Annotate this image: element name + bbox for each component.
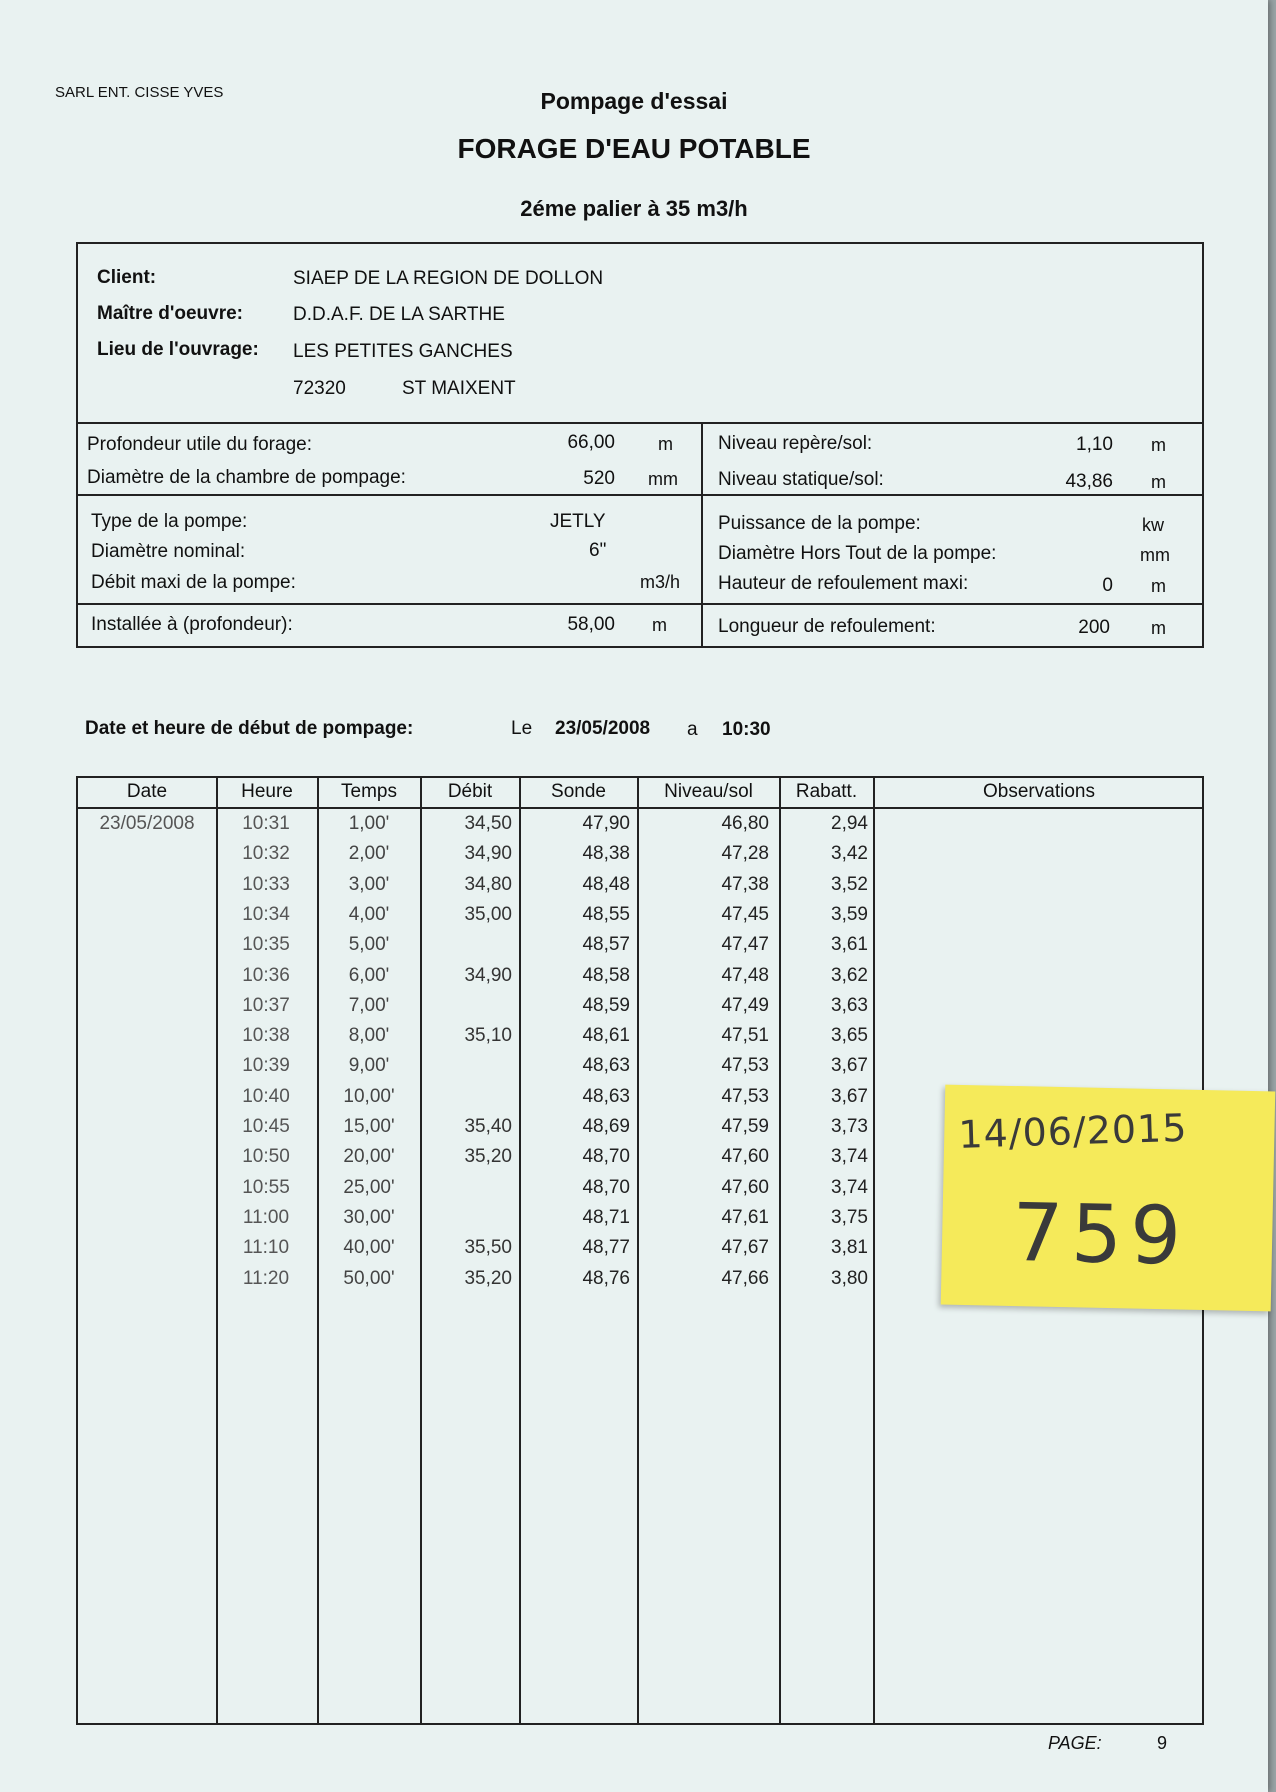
- cell-niveau: 47,28: [721, 843, 769, 865]
- cell-heure: 10:31: [242, 813, 290, 834]
- cell-niveau: 47,49: [721, 994, 769, 1016]
- cell-heure: 11:00: [242, 1206, 290, 1228]
- lieu-value: LES PETITES GANCHES: [293, 341, 513, 362]
- cell-temps: 3,00': [348, 873, 390, 895]
- cell-heure: 10:32: [242, 843, 290, 865]
- maitre-label: Maître d'oeuvre:: [97, 303, 243, 324]
- longueur-value: 200: [1078, 617, 1110, 638]
- document-subtitle: 2éme palier à 35 m3/h: [520, 196, 748, 221]
- cell-sonde: 48,58: [582, 964, 630, 986]
- cell-heure: 10:34: [242, 903, 290, 925]
- cell-niveau: 47,53: [721, 1085, 769, 1107]
- lieu-label: Lieu de l'ouvrage:: [97, 339, 259, 360]
- cell-temps: 1,00': [348, 813, 390, 834]
- cell-debit: 35,20: [464, 1267, 512, 1289]
- diametre-chambre-unit: mm: [648, 469, 678, 489]
- cell-debit: 35,20: [464, 1146, 512, 1168]
- cell-heure: 10:35: [242, 934, 290, 956]
- diametre-hors-tout-unit: mm: [1140, 545, 1170, 565]
- sticky-note-date: 14/06/2015: [957, 1105, 1189, 1157]
- diametre-nominal-value: 6": [589, 540, 607, 561]
- diametre-nominal-label: Diamètre nominal:: [91, 541, 246, 562]
- cell-heure: 10:45: [242, 1116, 290, 1137]
- cell-rabatt: 3,74: [831, 1146, 868, 1168]
- cell-rabatt: 2,94: [831, 813, 868, 834]
- table-row: [78, 840, 1206, 870]
- installee-value: 58,00: [567, 614, 615, 635]
- specs-row-divider: [77, 603, 1203, 605]
- cell-niveau: 47,59: [721, 1116, 769, 1137]
- cell-rabatt: 3,80: [831, 1267, 868, 1289]
- cell-niveau: 47,38: [721, 873, 769, 895]
- cell-debit: 34,90: [464, 964, 512, 986]
- postcode: 72320: [293, 378, 346, 399]
- cell-rabatt: 3,67: [831, 1055, 868, 1077]
- cell-temps: 20,00': [343, 1146, 395, 1168]
- diametre-chambre-label: Diamètre de la chambre de pompage:: [87, 467, 406, 488]
- diametre-hors-tout-label: Diamètre Hors Tout de la pompe:: [718, 543, 997, 564]
- document-kicker: Pompage d'essai: [540, 88, 728, 114]
- table-row: [78, 992, 1206, 1022]
- cell-sonde: 48,59: [582, 994, 630, 1016]
- debit-maxi-label: Débit maxi de la pompe:: [91, 572, 296, 593]
- cell-sonde: 48,63: [582, 1055, 630, 1077]
- cell-heure: 10:38: [242, 1025, 290, 1047]
- page-number: 9: [1157, 1733, 1168, 1753]
- cell-debit: 34,80: [464, 873, 512, 895]
- niveau-statique-label: Niveau statique/sol:: [718, 469, 884, 490]
- cell-temps: 25,00': [343, 1176, 395, 1198]
- cell-niveau: 47,47: [721, 934, 769, 956]
- cell-rabatt: 3,61: [831, 934, 868, 956]
- cell-sonde: 48,38: [582, 843, 630, 865]
- sticky-note: [941, 1085, 1276, 1312]
- cell-sonde: 48,76: [582, 1267, 630, 1289]
- cell-temps: 50,00': [343, 1267, 395, 1289]
- cell-debit: 35,10: [464, 1025, 512, 1047]
- start-label: Date et heure de début de pompage:: [85, 718, 414, 739]
- cell-sonde: 47,90: [582, 813, 630, 834]
- city: ST MAIXENT: [402, 378, 516, 399]
- cell-sonde: 48,57: [582, 934, 630, 956]
- cell-niveau: 47,61: [721, 1206, 769, 1228]
- cell-sonde: 48,69: [582, 1116, 630, 1137]
- cell-temps: 9,00': [348, 1055, 390, 1077]
- start-le: Le: [511, 718, 533, 739]
- table-row: [78, 931, 1206, 961]
- cell-temps: 40,00': [343, 1237, 395, 1259]
- cell-sonde: 48,70: [582, 1176, 630, 1198]
- document-title: FORAGE D'EAU POTABLE: [457, 133, 811, 164]
- header-observations: Observations: [983, 781, 1095, 802]
- cell-heure: 10:40: [242, 1085, 290, 1107]
- sticky-note-number: 759: [1011, 1186, 1190, 1283]
- cell-niveau: 47,45: [721, 903, 769, 925]
- header-temps: Temps: [341, 781, 397, 802]
- header-rabatt: Rabatt.: [795, 781, 858, 802]
- cell-heure: 10:55: [242, 1176, 290, 1198]
- table-row: [78, 871, 1206, 901]
- specs-row-divider: [77, 494, 1203, 496]
- type-pompe-value: JETLY: [550, 511, 606, 532]
- profondeur-label: Profondeur utile du forage:: [87, 434, 312, 455]
- start-a: a: [687, 719, 698, 740]
- cell-niveau: 47,66: [721, 1267, 769, 1289]
- specs-divider: [701, 423, 703, 647]
- cell-heure: 10:37: [242, 994, 290, 1016]
- cell-sonde: 48,77: [582, 1237, 630, 1259]
- cell-debit: 35,00: [464, 903, 512, 925]
- longueur-label: Longueur de refoulement:: [718, 616, 936, 637]
- header-niveau-sol: Niveau/sol: [664, 781, 753, 802]
- header-debit: Débit: [447, 781, 493, 802]
- cell-rabatt: 3,62: [831, 964, 868, 986]
- puissance-unit: kw: [1142, 515, 1164, 535]
- hauteur-label: Hauteur de refoulement maxi:: [718, 573, 969, 594]
- cell-rabatt: 3,42: [831, 843, 868, 865]
- cell-niveau: 47,60: [721, 1146, 769, 1168]
- debit-maxi-unit: m3/h: [640, 572, 681, 592]
- cell-temps: 2,00': [348, 843, 390, 865]
- table-row: [78, 810, 1206, 840]
- table-row: [78, 901, 1206, 931]
- cell-sonde: 48,70: [582, 1146, 630, 1168]
- cell-debit: 35,40: [464, 1116, 512, 1137]
- client-box: [76, 242, 1204, 424]
- niveau-repere-label: Niveau repère/sol:: [718, 433, 873, 454]
- cell-heure: 10:39: [242, 1055, 290, 1077]
- cell-sonde: 48,55: [582, 903, 630, 925]
- client-label: Client:: [97, 267, 157, 288]
- client-value: SIAEP DE LA REGION DE DOLLON: [293, 268, 604, 289]
- cell-date: 23/05/2008: [99, 813, 195, 834]
- start-time: 10:30: [722, 719, 771, 740]
- cell-rabatt: 3,65: [831, 1025, 868, 1047]
- header-divider: [78, 807, 1202, 809]
- hauteur-value: 0: [1102, 575, 1113, 596]
- cell-heure: 11:20: [242, 1267, 290, 1289]
- installee-unit: m: [652, 615, 667, 635]
- cell-heure: 10:50: [242, 1146, 290, 1168]
- cell-sonde: 48,63: [582, 1085, 630, 1107]
- company-name: SARL ENT. CISSE YVES: [55, 84, 224, 101]
- cell-sonde: 48,48: [582, 873, 630, 895]
- profondeur-value: 66,00: [567, 432, 615, 453]
- start-date: 23/05/2008: [555, 718, 651, 739]
- cell-niveau: 47,60: [721, 1176, 769, 1198]
- maitre-value: D.D.A.F. DE LA SARTHE: [293, 304, 505, 325]
- cell-heure: 11:10: [242, 1237, 290, 1259]
- niveau-statique-value: 43,86: [1065, 471, 1113, 492]
- cell-rabatt: 3,74: [831, 1176, 868, 1198]
- longueur-unit: m: [1151, 618, 1166, 638]
- puissance-label: Puissance de la pompe:: [718, 513, 921, 534]
- cell-heure: 10:33: [242, 873, 290, 895]
- table-row: [78, 1052, 1206, 1082]
- table-row: [78, 962, 1206, 992]
- cell-rabatt: 3,67: [831, 1085, 868, 1107]
- cell-temps: 8,00': [348, 1025, 390, 1047]
- cell-debit: 34,90: [464, 843, 512, 865]
- cell-niveau: 47,67: [721, 1237, 769, 1259]
- cell-debit: 35,50: [464, 1237, 512, 1259]
- cell-rabatt: 3,52: [831, 873, 868, 895]
- niveau-statique-unit: m: [1151, 472, 1166, 492]
- niveau-repere-value: 1,10: [1076, 434, 1113, 455]
- profondeur-unit: m: [658, 434, 673, 454]
- cell-heure: 10:36: [242, 964, 290, 986]
- cell-sonde: 48,71: [582, 1206, 630, 1228]
- type-pompe-label: Type de la pompe:: [91, 511, 248, 532]
- diametre-chambre-value: 520: [583, 468, 615, 489]
- cell-niveau: 47,48: [721, 964, 769, 986]
- page-label: PAGE:: [1048, 1733, 1102, 1753]
- cell-rabatt: 3,75: [831, 1206, 868, 1228]
- cell-temps: 5,00': [348, 934, 390, 956]
- header-sonde: Sonde: [551, 781, 606, 802]
- table-row: [78, 1022, 1206, 1052]
- header-heure: Heure: [241, 781, 293, 802]
- cell-niveau: 47,53: [721, 1055, 769, 1077]
- cell-rabatt: 3,81: [831, 1237, 868, 1259]
- cell-temps: 15,00': [343, 1116, 395, 1137]
- cell-rabatt: 3,63: [831, 994, 868, 1016]
- header-date: Date: [126, 781, 168, 802]
- cell-sonde: 48,61: [582, 1025, 630, 1047]
- cell-niveau: 46,80: [721, 813, 769, 834]
- cell-temps: 30,00': [343, 1206, 395, 1228]
- installee-label: Installée à (profondeur):: [91, 614, 293, 635]
- cell-niveau: 47,51: [721, 1025, 769, 1047]
- hauteur-unit: m: [1151, 576, 1166, 596]
- cell-debit: 34,50: [464, 813, 512, 834]
- cell-temps: 4,00': [348, 903, 390, 925]
- cell-rabatt: 3,59: [831, 903, 868, 925]
- cell-temps: 6,00': [348, 964, 390, 986]
- niveau-repere-unit: m: [1151, 435, 1166, 455]
- cell-temps: 10,00': [343, 1085, 395, 1107]
- cell-temps: 7,00': [348, 994, 390, 1016]
- cell-rabatt: 3,73: [831, 1116, 868, 1137]
